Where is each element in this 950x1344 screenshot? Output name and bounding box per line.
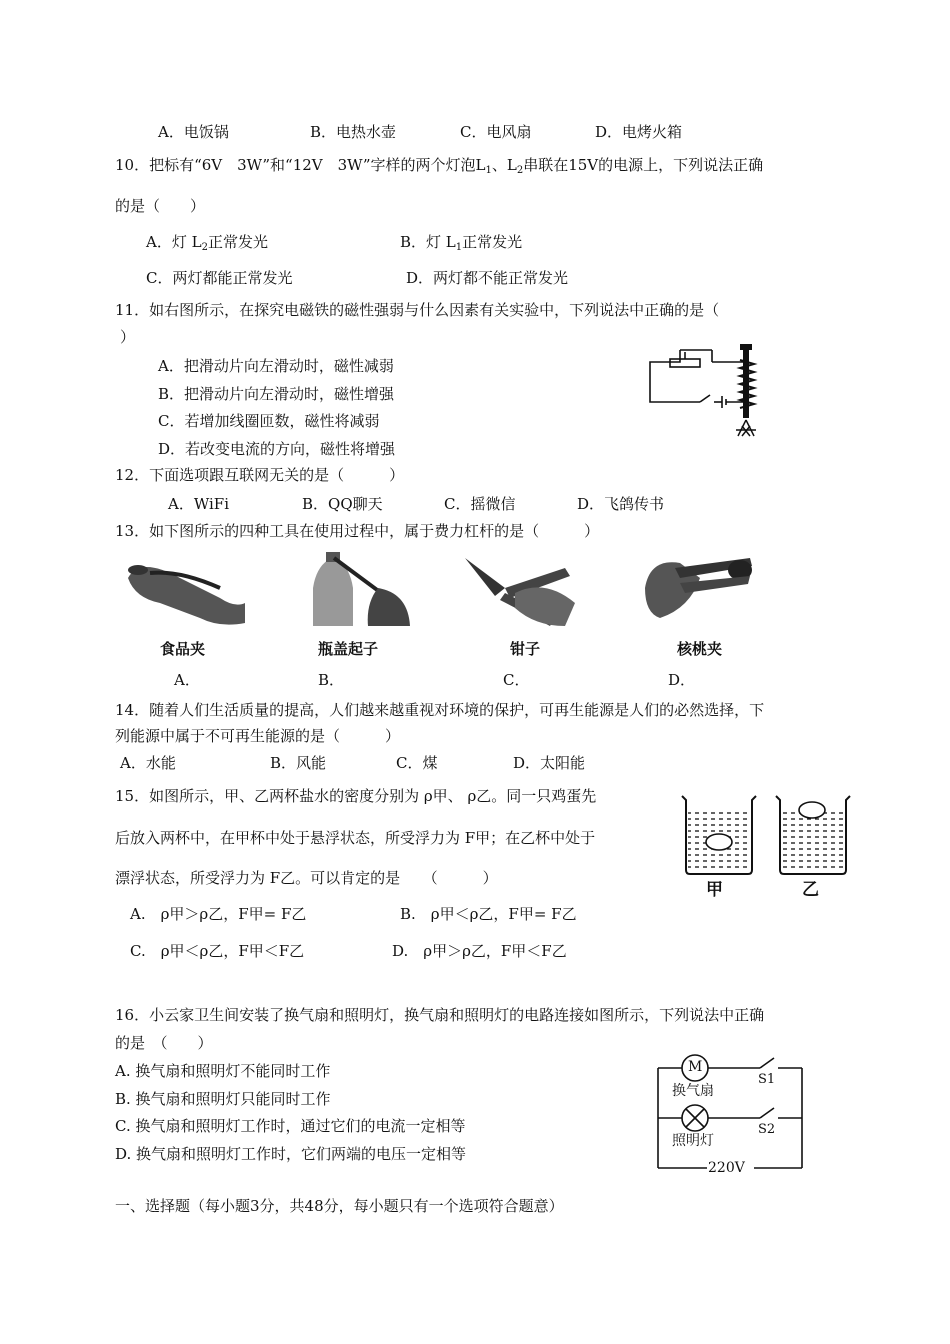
- beaker-jia: [682, 796, 756, 874]
- q9-option-d: D．电烤火箱: [595, 123, 683, 141]
- q10-option-c: C．两灯都能正常发光: [146, 269, 293, 287]
- q14-option-b: B．风能: [270, 754, 327, 772]
- q10-stem: 10．把标有“6V 3W”和“12V 3W”字样的两个灯泡$L_1$、$L_2$串联在15V的电源上，下列说法正确: [115, 156, 764, 176]
- q13-option-a: A．: [174, 671, 200, 689]
- fan-label: 换气扇: [672, 1083, 714, 1099]
- bottle-opener-image: [298, 548, 413, 628]
- q16-option-a: A. 换气扇和照明灯不能同时工作: [115, 1062, 331, 1080]
- beaker-label-yi: 乙: [802, 880, 819, 900]
- q9-option-a: A．电饭锅: [158, 123, 229, 141]
- q16-option-c: C. 换气扇和照明灯工作时，通过它们的电流一定相等: [115, 1117, 466, 1135]
- q14-stem-line2: 列能源中属于不可再生能源的是（ ）: [115, 727, 401, 745]
- switch-s1-label: S1: [758, 1072, 776, 1087]
- q15-option-d: D. ρ甲＞ρ乙，F甲＜F乙: [392, 942, 567, 960]
- lamp-label: 照明灯: [672, 1133, 714, 1149]
- q11-option-d: D．若改变电流的方向，磁性将增强: [158, 440, 396, 458]
- switch-s2-label: S2: [758, 1122, 776, 1137]
- q10-stem-line2: 的是（ ）: [115, 197, 206, 215]
- q9-option-c: C．电风扇: [460, 123, 532, 141]
- q11-option-c: C．若增加线圈匝数，磁性将减弱: [158, 412, 380, 430]
- q10-option-a: A．灯 $L_2$正常发光: [146, 233, 268, 253]
- q15-option-a: A. ρ甲＞ρ乙，F甲= F乙: [130, 905, 307, 923]
- electromagnet-circuit-figure: [640, 340, 790, 448]
- q13-option-b: B．: [318, 671, 345, 689]
- food-tongs-image: [120, 548, 250, 628]
- q15-option-c: C. ρ甲＜ρ乙，F甲＜F乙: [130, 942, 305, 960]
- q13-caption-c: 钳子: [510, 640, 541, 658]
- q14-option-a: A．水能: [120, 754, 176, 772]
- q13-option-d: D．: [668, 671, 696, 689]
- q13-stem: 13．如下图所示的四种工具在使用过程中，属于费力杠杆的是（ ）: [115, 522, 600, 540]
- q12-option-d: D．飞鸽传书: [577, 495, 665, 513]
- q14-option-d: D．太阳能: [513, 754, 586, 772]
- q9-option-b: B．电热水壶: [310, 123, 397, 141]
- q11-option-a: A．把滑动片向左滑动时，磁性减弱: [158, 357, 394, 375]
- q16-stem-line2: 的是 （ ）: [115, 1034, 213, 1052]
- q11-option-b: B．把滑动片向左滑动时，磁性增强: [158, 385, 395, 403]
- beakers-figure: [678, 792, 858, 897]
- q14-stem: 14．随着人们生活质量的提高，人们越来越重视对环境的保护，可再生能源是人们的必然选择，下: [115, 701, 765, 719]
- q15-stem-line2: 后放入两杯中，在甲杯中处于悬浮状态，所受浮力为 F甲；在乙杯中处于: [115, 829, 596, 847]
- q11-stem-line2: ）: [120, 328, 136, 346]
- q12-stem: 12．下面选项跟互联网无关的是（ ）: [115, 466, 405, 484]
- q13-caption-a: 食品夹: [160, 640, 206, 658]
- q10-option-b: B．灯 $L_1$正常发光: [400, 233, 523, 253]
- q13-option-c: C．: [503, 671, 530, 689]
- q12-option-c: C．摇微信: [444, 495, 516, 513]
- beaker-yi: [776, 796, 850, 874]
- fan-lamp-circuit-figure: [652, 1046, 812, 1176]
- section-heading: 一、选择题（每小题3分，共48分，每小题只有一个选项符合题意）: [115, 1197, 564, 1215]
- q16-stem: 16．小云家卫生间安装了换气扇和照明灯，换气扇和照明灯的电路连接如图所示，下列说法中正确: [115, 1006, 765, 1024]
- q15-stem: 15．如图所示，甲、乙两杯盐水的密度分别为 ρ甲、 ρ乙。同一只鸡蛋先: [115, 787, 597, 805]
- pliers-image: [455, 548, 580, 628]
- beaker-label-jia: 甲: [706, 880, 723, 900]
- motor-symbol-label: M: [688, 1059, 703, 1075]
- q10-option-d: D．两灯都不能正常发光: [406, 269, 569, 287]
- q11-stem: 11．如右图所示，在探究电磁铁的磁性强弱与什么因素有关实验中，下列说法中正确的是（: [115, 301, 720, 319]
- q12-option-a: A．WiFi: [168, 495, 229, 513]
- q15-stem-line3: 漂浮状态，所受浮力为 F乙。可以肯定的是 （ ）: [115, 869, 498, 887]
- walnut-cracker-image: [640, 548, 765, 628]
- q15-option-b: B. ρ甲＜ρ乙，F甲= F乙: [400, 905, 577, 923]
- q12-option-b: B．QQ聊天: [302, 495, 383, 513]
- q13-caption-b: 瓶盖起子: [318, 640, 379, 658]
- q16-option-b: B. 换气扇和照明灯只能同时工作: [115, 1090, 331, 1108]
- voltage-label: 220V: [708, 1160, 745, 1176]
- q13-caption-d: 核桃夹: [677, 640, 723, 658]
- q16-option-d: D. 换气扇和照明灯工作时，它们两端的电压一定相等: [115, 1145, 467, 1163]
- q14-option-c: C．煤: [396, 754, 438, 772]
